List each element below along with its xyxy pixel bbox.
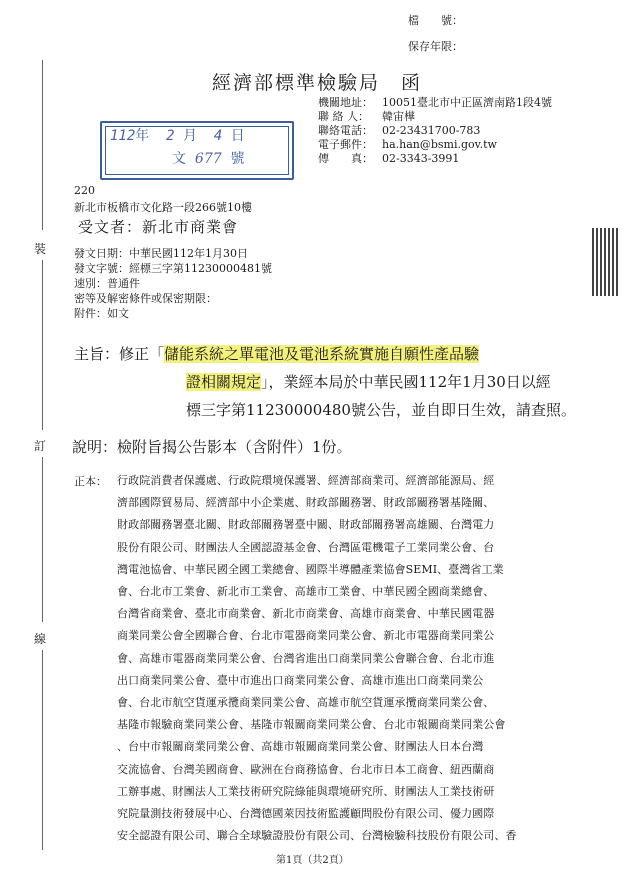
confidentiality: 密等及解密條件或保密期限： xyxy=(74,292,217,305)
priority: 速別：普通件 xyxy=(74,277,140,290)
issue-date: 發文日期：中華民國112年1月30日 xyxy=(74,247,248,260)
contact-row-person xyxy=(318,110,552,124)
cc-line: 出口商業同業公會、臺中市進出口商業同業公會、高雄市進出口商業同業公 xyxy=(117,673,484,687)
page-footer: 第1頁（共2頁） xyxy=(276,855,349,866)
contact-value: 10051臺北市中正區濟南路1段4號 xyxy=(382,96,552,109)
binding-char-zhuang: 裝 xyxy=(34,242,47,256)
subject-highlight-2: 證相關規定 xyxy=(186,373,262,391)
cc-line: 行政院消費者保護處、行政院環境保護署、經濟部商業司、經濟部能源局、經 xyxy=(117,474,495,487)
contact-key: 傳 真： xyxy=(318,152,373,165)
contact-key: 聯絡電話： xyxy=(318,124,373,137)
stamp-day: 4 xyxy=(213,128,223,144)
cc-line: 會、台北市航空貨運承攬商業同業公會、高雄市航空貨運承攬商業同業公會、 xyxy=(117,696,495,710)
cc-line: 股份有限公司、財團法人全國認證基金會、台灣區電機電子工業同業公會、台 xyxy=(117,540,495,554)
cc-line: 究院量測技術發展中心、台灣德國萊因技術監護顧問股份有限公司、優力國際 xyxy=(117,807,495,821)
stamp-month: 2 xyxy=(166,128,175,144)
contact-row-email xyxy=(318,138,552,152)
cc-line: 基隆市報驗商業同業公會、基隆市報關商業同業公會、台北市報關商業同業公會 xyxy=(117,718,506,732)
contact-row-fax xyxy=(318,152,552,166)
cc-label: 正本： xyxy=(74,475,107,488)
binding-line xyxy=(42,650,43,850)
stamp-year: 112 xyxy=(110,128,136,144)
contact-value: 02-23431700-783 xyxy=(382,124,481,137)
cc-line: 台灣省商業會、臺北市商業會、新北市商業會、高雄市商業會、中華民國電器 xyxy=(117,607,495,621)
subject-rest: 」，業經本局於中華民國112年1月30日以經 xyxy=(261,373,551,391)
subject-highlight-1: 儲能系統之單電池及電池系統實施自願性產品驗 xyxy=(164,345,480,363)
cc-line: 濟部國際貿易局、經濟部中小企業處、財政部關務署、財政部關務署基隆關、 xyxy=(117,496,495,510)
binding-line xyxy=(42,260,43,430)
cc-list xyxy=(117,470,563,847)
binding-char-xian: 線 xyxy=(34,632,47,646)
stamp-day-char: 日 xyxy=(230,128,245,144)
contact-block xyxy=(318,96,552,166)
retention-period-label: 保存年限： xyxy=(408,40,463,53)
subject xyxy=(74,340,576,424)
contact-row-address xyxy=(318,96,552,110)
attachments: 附件：如文 xyxy=(74,307,129,320)
cc-line: 財政部關務署臺北關、財政部關務署臺中關、財政部關務署高雄關、台灣電力 xyxy=(117,518,495,532)
cc-line: 會、台北市工業會、新北市工業會、高雄市工業會、中華民國全國商業總會、 xyxy=(117,585,495,599)
subject-line-3: 標三字第11230000480號公告，並自即日生效，請查照。 xyxy=(186,401,576,419)
cc-line: 商業同業公會全國聯合會、台北市電器商業同業公會、新北市電器商業同業公 xyxy=(117,629,495,643)
document-title: 經濟部標準檢驗局 函 xyxy=(212,72,423,94)
explanation: 說明：檢附旨揭公告影本（含附件）1份。 xyxy=(72,438,352,456)
side-seal-stamp xyxy=(592,228,620,296)
cc-line: 、台中市報關商業同業公會、高雄市報關商業同業公會、財團法人日本台灣 xyxy=(117,740,484,754)
contact-value: 02-3343-3991 xyxy=(382,152,460,165)
stamp-month-char: 月 xyxy=(183,128,198,144)
contact-key: 聯 絡 人： xyxy=(318,110,369,123)
binding-line xyxy=(42,60,43,230)
contact-value: ha.han@bsmi.gov.tw xyxy=(382,138,497,151)
binding-char-ding: 訂 xyxy=(34,439,47,453)
binding-margin xyxy=(28,60,58,860)
contact-value: 韓宙樺 xyxy=(382,110,415,123)
file-number-label: 檔 號： xyxy=(408,14,463,27)
cc-line: 交流協會、台灣美國商會、歐洲在台商務協會、台北市日本工商會、紐西蘭商 xyxy=(117,762,495,776)
stamp-serial: 677 xyxy=(194,151,222,167)
postal-code: 220 xyxy=(74,184,95,197)
contact-row-phone xyxy=(318,124,552,138)
stamp-wen-char: 文 xyxy=(172,151,186,167)
recipient: 受文者：新北市商業會 xyxy=(78,218,239,236)
subject-lead: 主旨：修正「 xyxy=(74,345,165,363)
contact-key: 電子郵件： xyxy=(318,138,373,151)
cc-line: 會、高雄市電器商業同業公會、台灣省進出口商業同業公會聯合會、台北市進 xyxy=(117,651,495,665)
received-date-stamp xyxy=(100,121,294,180)
stamp-date xyxy=(110,125,245,145)
cc-line: 灣電池協會、中華民國全國工業總會、國際半導體產業協會SEMI、臺灣省工業 xyxy=(117,562,504,576)
cc-line: 工辦事處、財團法人工業技術研究院綠能與環境研究所、財團法人工業技術研 xyxy=(117,784,495,798)
issue-number: 發文字號：經標三字第11230000481號 xyxy=(74,262,272,275)
stamp-number xyxy=(172,148,245,168)
binding-line xyxy=(42,457,43,622)
stamp-year-char: 年 xyxy=(135,128,150,144)
document-meta xyxy=(74,246,272,321)
cc-line: 安全認證有限公司、聯合全球驗證股份有限公司、台灣檢驗科技股份有限公司、香 xyxy=(117,829,517,843)
contact-key: 機關地址： xyxy=(318,96,373,109)
recipient-address: 新北市板橋市文化路一段266號10樓 xyxy=(74,201,252,214)
stamp-hao-char: 號 xyxy=(230,151,245,167)
